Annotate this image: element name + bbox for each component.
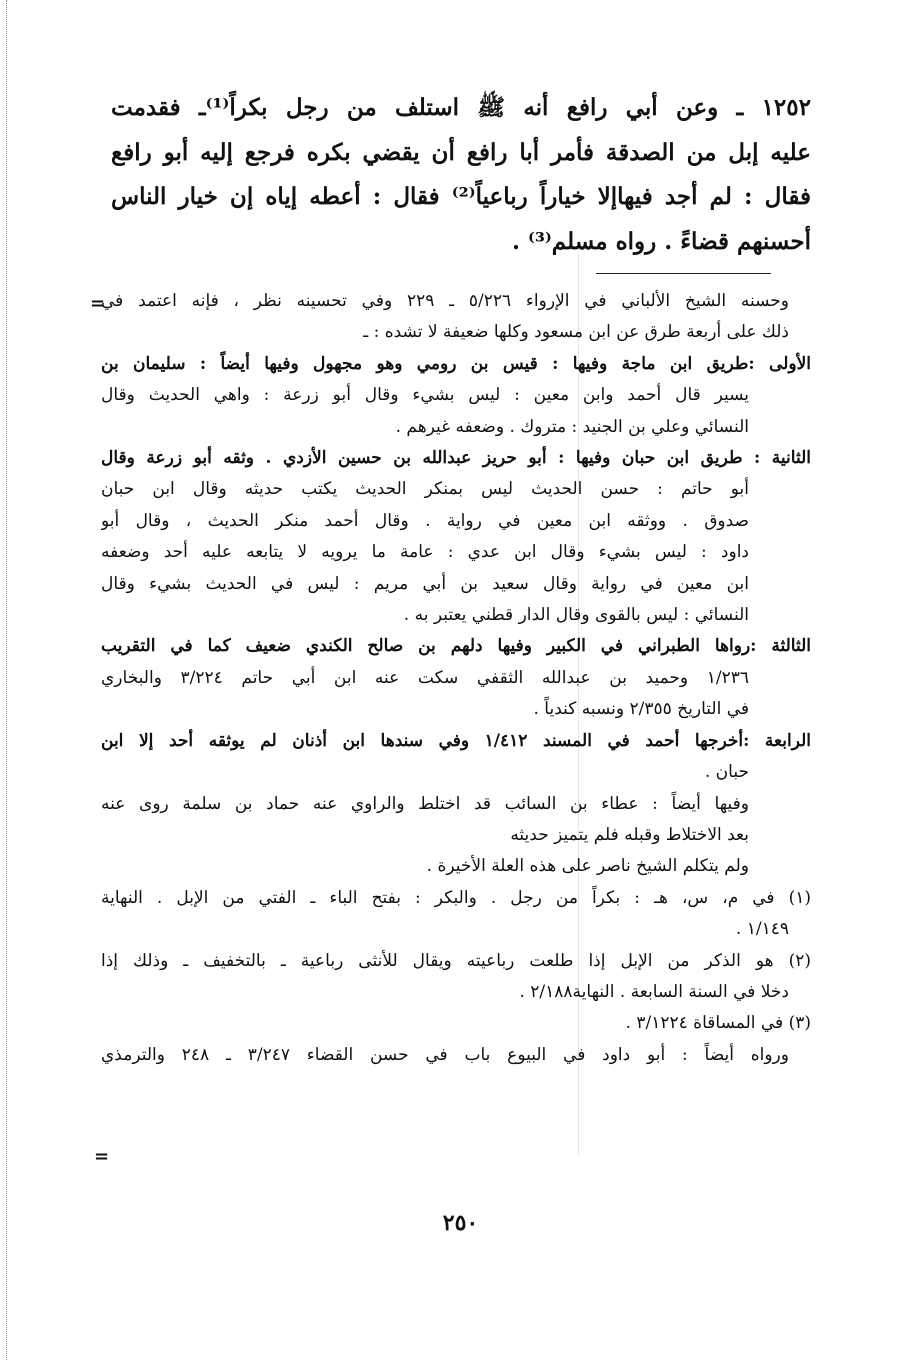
footnote-line: ذلك على أربعة طرق عن ابن مسعود وكلها ضعيفة لا تشده : ـ <box>363 322 789 343</box>
hadith-line: عليه إبل من الصدقة فأمر أبا رافع أن يقضي بكره فرجع إليه أبو رافع <box>111 138 811 166</box>
footnote-line: ورواه أيضاً : أبو داود في البيوع باب في حسن القضاء ٣/٢٤٧ ـ ٢٤٨ والترمذي <box>101 1044 789 1065</box>
continuation-mark-bottom: = <box>94 1146 110 1167</box>
hadith-line: ١٢٥٢ ـ وعن أبي رافع أنه ﷺ استلف من رجل بكراً⁽¹⁾ـ فقدمت <box>111 94 811 121</box>
footnote-line: وحسنه الشيخ الألباني في الإرواء ٥/٢٢٦ ـ ٢٢٩ وفي تحسينه نظر ، فإنه اعتمد في <box>101 291 789 311</box>
hadith-line: أحسنهم قضاءً . رواه مسلم⁽³⁾ . <box>512 227 811 255</box>
footnote-separator <box>596 273 771 274</box>
footnote-line: (٢) هو الذكر من الإبل إذا طلعت رباعيته ويقال للأنثى رباعية ـ بالتخفيف ـ وذلك إذا <box>101 950 811 971</box>
footnotes <box>101 286 811 1071</box>
footnote-line: (٣) في المساقاة ٣/١٢٢٤ . <box>625 1013 811 1034</box>
footnote-line: النسائي : ليس بالقوى وقال الدار قطني يعتبر به . <box>403 605 749 626</box>
footnote-line: أبو حاتم : حسن الحديث ليس بمنكر الحديث يكتب حديثه وقال ابن حبان <box>101 479 749 500</box>
footnote-line: حبان . <box>704 762 749 783</box>
footnote-line: الرابعة :أخرجها أحمد في المسند ١/٤١٢ وفي سندها ابن أذنان لم يوثقه أحد إلا ابن <box>101 730 811 751</box>
scan-edge-line <box>6 0 7 1360</box>
footnote-line: ١/٢٣٦ وحميد بن عبدالله الثقفي سكت عنه ابن أبي حاتم ٣/٢٢٤ والبخاري <box>101 667 749 688</box>
footnote-line: بعد الاختلاط وقبله فلم يتميز حديثه <box>510 824 749 845</box>
footnote-line: النسائي وعلي بن الجنيد : متروك . وضعفه غيرهم . <box>395 416 749 437</box>
page-number: ٢٥٠ <box>442 1210 479 1236</box>
hadith-text <box>111 86 811 264</box>
footnote-line: (١) في م، س، هـ : بكراً من رجل . والبكر : بفتح الباء ـ الفتي من الإبل . النهاية <box>101 887 811 908</box>
footnote-line: يسير قال أحمد وابن معين : ليس بشيء وقال أبو زرعة : واهي الحديث وقال <box>101 385 749 406</box>
footnote-line: صدوق . ووثقه ابن معين في رواية . وقال أحمد منكر الحديث ، وقال أبو <box>101 510 749 531</box>
footnote-line: داود : ليس بشيء وقال ابن عدي : عامة ما يرويه لا يتابعه عليه أحد وضعفه <box>101 542 749 563</box>
footnote-line: الثانية : طريق ابن حبان وفيها : أبو حريز عبدالله بن حسين الأزدي . وثقه أبو زرعة وقال <box>101 448 811 469</box>
footnote-line: دخلا في السنة السابعة . النهاية٢/١٨٨ . <box>519 981 789 1002</box>
footnote-line: الأولى :طريق ابن ماجة وفيها : قيس بن رومي وهو مجهول وفيها أيضاً : سليمان بن <box>101 353 811 374</box>
hadith-line: فقال : لم أجد فيهاإلا خياراً رباعياً⁽²⁾ فقال : أعطه إياه إن خيار الناس <box>111 183 811 210</box>
footnote-line: ١/١٤٩ . <box>735 919 789 940</box>
continuation-mark-top: = <box>90 293 106 314</box>
footnote-line: في التاريخ ٢/٣٥٥ ونسبه كندياً . <box>533 699 749 720</box>
footnote-line: الثالثة :رواها الطبراني في الكبير وفيها دلهم بن صالح الكندي ضعيف كما في التقريب <box>101 636 811 657</box>
footnote-line: ابن معين في رواية وقال سعيد بن أبي مريم : ليس في الحديث بشيء وقال <box>101 573 749 594</box>
footnote-line: ولم يتكلم الشيخ ناصر على هذه العلة الأخيرة . <box>426 856 749 877</box>
footnote-line: وفيها أيضاً : عطاء بن السائب قد اختلط والراوي عنه حماد بن سلمة روى عنه <box>101 793 749 814</box>
